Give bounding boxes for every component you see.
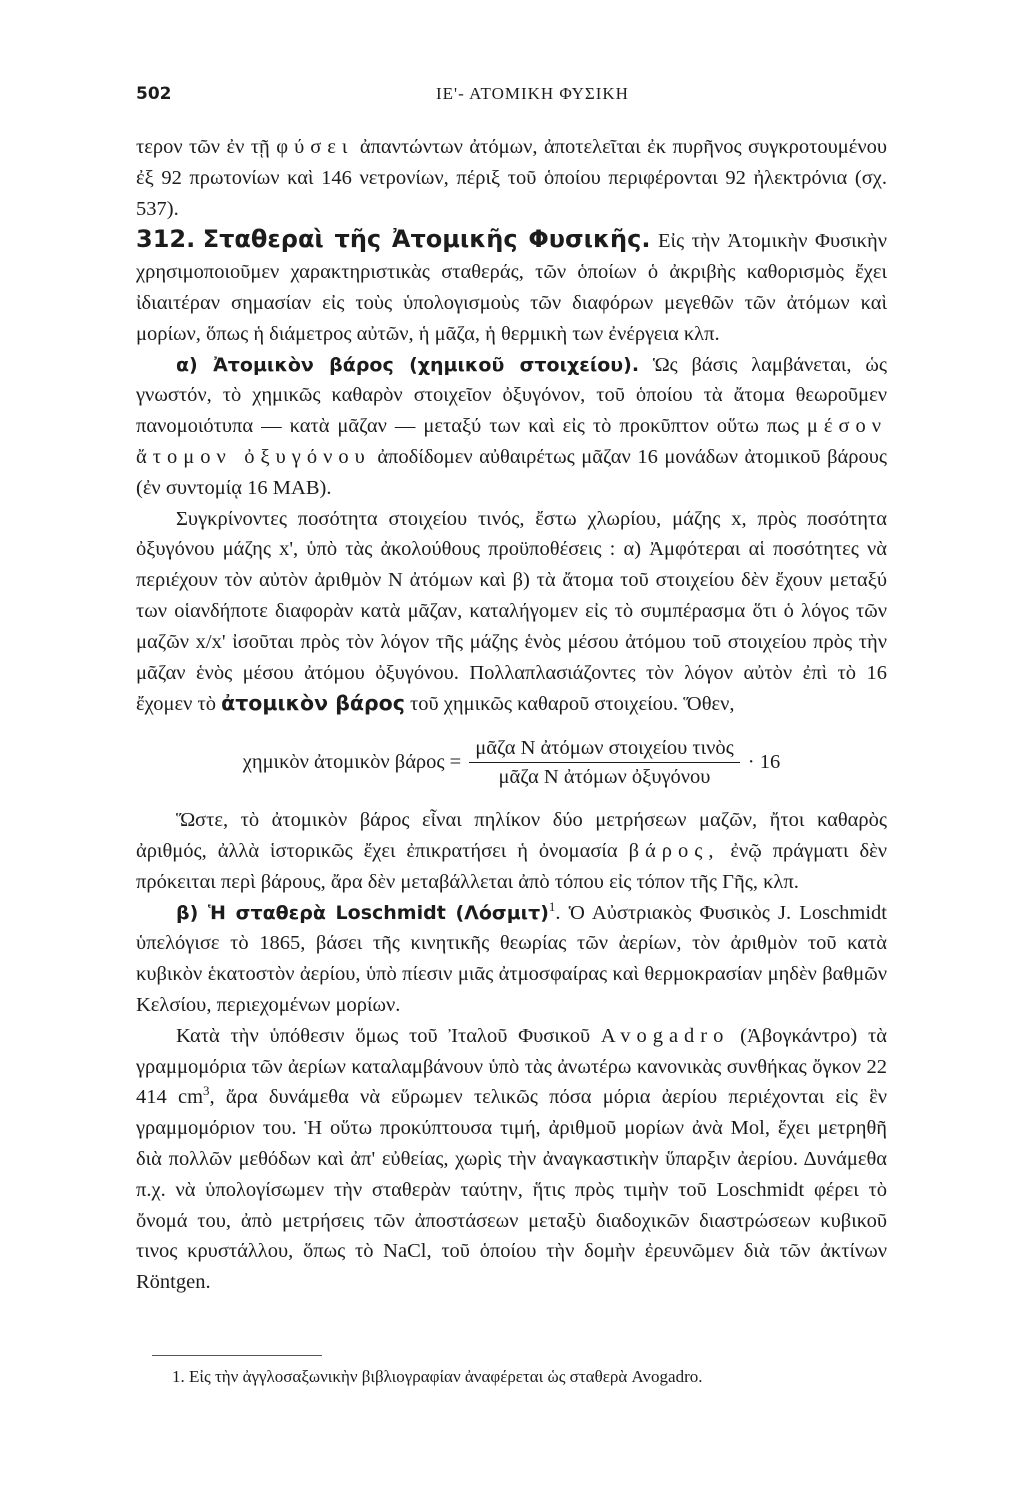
conclusion-emphasis: βάρος, bbox=[628, 839, 720, 862]
formula-denominator: μᾶζα N ἀτόμων ὀξυγόνου bbox=[498, 766, 711, 789]
section-title: Σταθεραὶ τῆς Ἀτομικῆς Φυσικῆς. bbox=[202, 225, 651, 254]
cubic-exponent: 3 bbox=[203, 1083, 210, 1099]
page-body bbox=[136, 132, 887, 1298]
alpha-text-a: Ὡς βάσις λαμβάνεται, ὡς γνωστόν, τὸ χημικῶς καθαρὸν στοιχεῖον ὀξυγόνον, τοῦ ὁποίου τὰ ἄτομα θεωροῦμεν πανομοιότυπα — κατὰ μᾶζαν — μεταξύ των καὶ εἰς τὸ προκῦπτον οὕτω πως bbox=[136, 353, 887, 438]
alpha-emphasis: μέσον ἄτομον ὀξυγόνου bbox=[136, 415, 888, 468]
beta-paragraph bbox=[136, 898, 887, 1021]
comparison-text-b: τοῦ χημικῶς καθαροῦ στοιχείου. Ὅθεν, bbox=[410, 693, 735, 716]
beta-heading: β) Ἡ σταθερὰ Loschmidt (Λόσμιτ) bbox=[176, 901, 549, 924]
intro-paragraph bbox=[136, 132, 887, 224]
beta-text: . Ὁ Αὐστριακὸς Φυσικὸς J. Loschmidt ὑπελόγισε τὸ 1865, βάσει τῆς κινητικῆς θεωρίας τῶν ἀερίων, τὸν ἀριθμὸν τοῦ κατὰ κυβικὸν ἑκατοστὸν ἀερίου, ὑπὸ πίεσιν μιᾶς ἀτμοσφαίρας καὶ θερμοκρασίαν μηδὲν βαθμῶν Κελσίου, περιεχομένων μορίων. bbox=[136, 901, 887, 1016]
comparison-paragraph bbox=[136, 504, 887, 721]
intro-text-c: ἀπαντώντων ἀτόμων, ἀποτελεῖται ἐκ πυρῆνος συγκροτουμένου ἐξ 92 πρωτονίων καὶ 146 νετρονίων, πέριξ τοῦ ὁποίου περιφέρονται 92 ἠλεκτρόνια (σχ. 537). bbox=[136, 136, 888, 220]
avogadro-name: Avogadro bbox=[600, 1024, 730, 1047]
page-header bbox=[136, 84, 886, 114]
footnote-reference: 1 bbox=[548, 898, 556, 914]
alpha-heading: α) Ἀτομικὸν βάρος (χημικοῦ στοιχείου). bbox=[176, 353, 640, 376]
footnote-divider bbox=[152, 1355, 322, 1356]
alpha-paragraph bbox=[136, 350, 887, 504]
formula-lhs: χημικὸν ἀτομικὸν βάρος = bbox=[242, 751, 462, 774]
avogadro-text-b: (Ἀβογκάντρο) τὰ γραμμομόρια τῶν ἀερίων καταλαμβάνουν ὑπὸ τὰς ἀνωτέρω κανονικὰς συνθήκας ὄγκον 22 414 cm bbox=[136, 1024, 887, 1109]
running-title: ΙΕ'- ΑΤΟΜΙΚΗ ΦΥΣΙΚΗ bbox=[436, 84, 629, 103]
intro-text-a: τερον τῶν ἐν τῇ bbox=[136, 136, 270, 158]
alpha-text-c: ἀποδίδομεν αὐθαιρέτως μᾶζαν 16 μονάδων ἀτομικοῦ βάρους (ἐν συντομίᾳ 16 ΜΑΒ). bbox=[136, 445, 887, 499]
avogadro-text-a: Κατὰ τὴν ὑπόθεσιν ὅμως τοῦ Ἰταλοῦ Φυσικοῦ bbox=[176, 1024, 591, 1047]
atomic-weight-formula bbox=[136, 734, 887, 791]
section-number: 312. bbox=[136, 225, 196, 254]
intro-emphasis: φύσει bbox=[276, 136, 354, 158]
comparison-text-a: Συγκρίνοντες ποσότητα στοιχείου τινός, ἔστω χλωρίου, μάζης x, πρὸς ποσότητα ὀξυγόνου μάζης x', ὑπὸ τὰς ἀκολούθους προϋποθέσεις : α) Ἀμφότεραι αἱ ποσότητες νὰ περιέχουν τὸν αὐτὸν ἀριθμὸν N ἀτόμων καὶ β) τὰ ἄτομα τοῦ στοιχείου δὲν ἔχουν μεταξύ των οἱανδήποτε διαφορὰν κατὰ μᾶζαν, καταλήγομεν εἰς τὸ συμπέρασμα ὅτι ὁ λόγος τῶν μαζῶν x/x' ἰσοῦται πρὸς τὸν λόγον τῆς μάζης ἑνὸς μέσου ἀτόμου τοῦ στοιχείου πρὸς τὴν μᾶζαν ἑνὸς μέσου ἀτόμου ὀξυγόνου. Πολλαπλασιάζοντες τὸν λόγον αὐτὸν ἐπὶ τὸ 16 ἔχομεν τὸ bbox=[136, 507, 887, 716]
avogadro-text-c: , ἄρα δυνάμεθα νὰ εὕρωμεν τελικῶς πόσα μόρια ἀερίου περιέχονται εἰς ἓν γραμμομόριον του. Ἡ οὕτω προκύπτουσα τιμή, ἀριθμοῦ μορίων ἀνὰ Mol, ἔχει μετρηθῆ διὰ πολλῶν μεθόδων καὶ ἀπ' εὐθείας, χωρὶς τὴν ἀναγκαστικὴν ὕπαρξιν ἀερίου. Δυνάμεθα π.χ. νὰ ὑπολογίσωμεν τὴν σταθερὰν ταύτην, ἥτις πρὸς τιμὴν τοῦ Loschmidt φέρει τὸ ὄνομά του, ἀπὸ μετρήσεις τῶν ἀποστάσεων μεταξὺ διαδοχικῶν διαστρώσεων κυβικοῦ τινος κρυστάλλου, ὅπως τὸ NaCl, τοῦ ὁποίου τὴν δομὴν ἐρευνῶμεν διὰ τῶν ἀκτίνων Röntgen. bbox=[136, 1086, 887, 1294]
conclusion-text-c: ἐνῷ πράγματι δὲν πρόκειται περὶ βάρους, ἄρα δὲν μεταβάλλεται ἀπὸ τόπου εἰς τόπον τῆς Γῆς, κλπ. bbox=[136, 839, 888, 893]
footnote: 1. Εἰς τὴν ἀγγλοσαξωνικὴν βιβλιογραφίαν ἀναφέρεται ὡς σταθερὰ Avogadro. bbox=[172, 1367, 703, 1386]
conclusion-text-a: Ὥστε, τὸ ἀτομικὸν βάρος εἶναι πηλίκον δύο μετρήσεων μαζῶν, ἤτοι καθαρὸς ἀριθμός, ἀλλὰ ἱστορικῶς ἔχει ἐπικρατήσει ἡ ὀνομασία bbox=[136, 809, 887, 862]
formula-fraction bbox=[469, 734, 740, 791]
atomic-weight-term: ἀτομικὸν βάρος bbox=[221, 691, 405, 716]
page-number: 502 bbox=[136, 84, 172, 104]
section-paragraph bbox=[136, 224, 887, 349]
formula-rhs: · 16 bbox=[747, 751, 781, 774]
conclusion-paragraph bbox=[136, 805, 887, 897]
avogadro-paragraph bbox=[136, 1021, 887, 1298]
formula-numerator: μᾶζα N ἀτόμων στοιχείου τινὸς bbox=[469, 734, 740, 763]
section-text: Εἰς τὴν Ἀτομικὴν Φυσικὴν χρησιμοποιοῦμεν χαρακτηριστικὰς σταθεράς, τῶν ὁποίων ὁ ἀκριβὴς καθορισμὸς ἔχει ἰδιαιτέραν σημασίαν εἰς τοὺς ὑπολογισμοὺς τῶν διαφόρων μεγεθῶν τῶν ἀτόμων καὶ μορίων, ὅπως ἡ διάμετρος αὐτῶν, ἡ μᾶζα, ἡ θερμικὴ των ἐνέργεια κλπ. bbox=[136, 230, 887, 345]
